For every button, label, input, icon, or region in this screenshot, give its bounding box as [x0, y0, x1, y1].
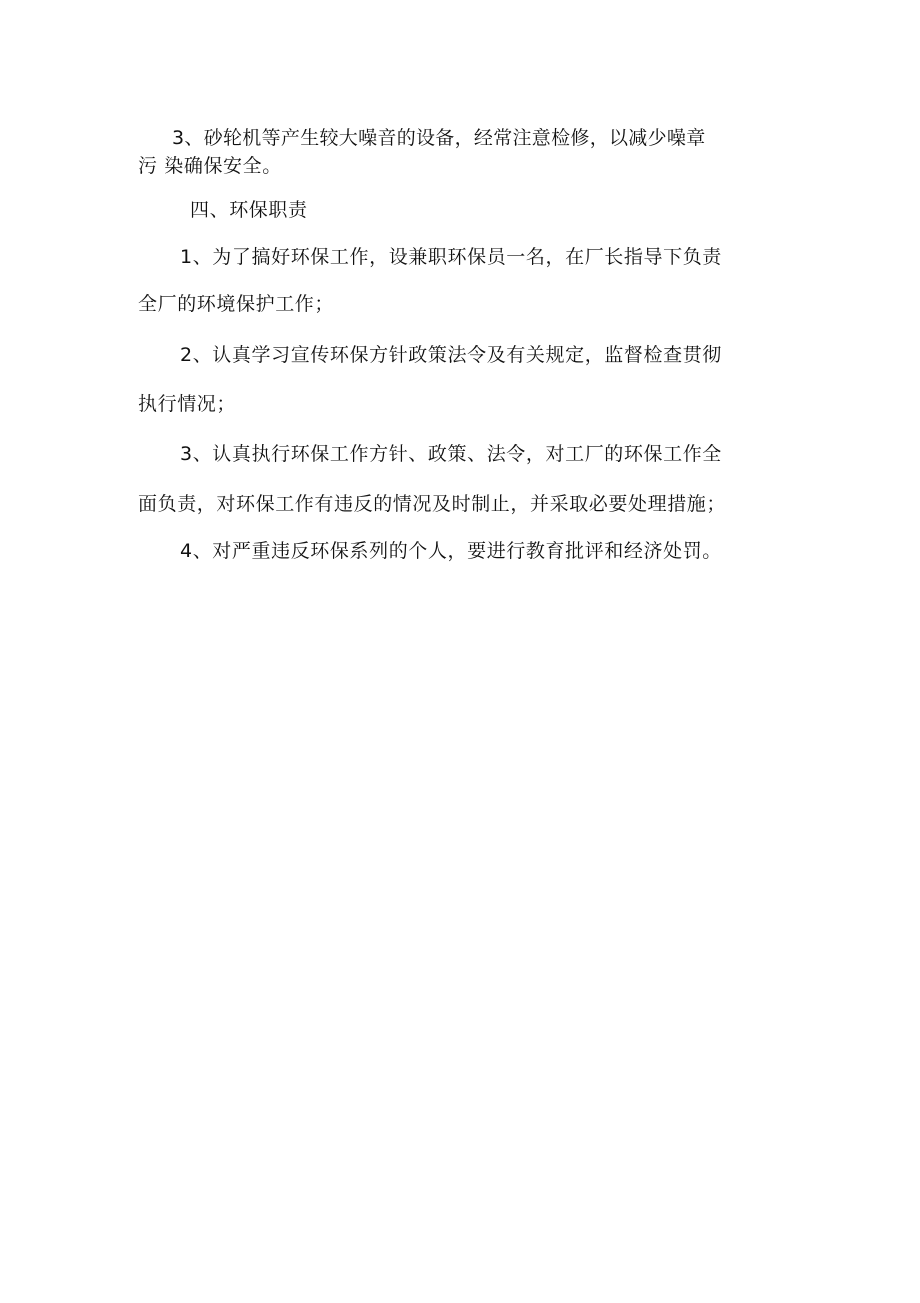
duty-1-line-1: 1、为了搞好环保工作，设兼职环保员一名，在厂长指导下负责	[180, 246, 722, 268]
paragraph-3-line-2: 污 染确保安全。	[138, 155, 282, 177]
duty-4-line-1: 4、对严重违反环保系列的个人，要进行教育批评和经济处罚。	[180, 540, 722, 562]
duty-3-line-2: 面负责，对环保工作有违反的情况及时制止，并采取必要处理措施；	[138, 493, 727, 515]
duty-3-line-1: 3、认真执行环保工作方针、政策、法令，对工厂的环保工作全	[180, 443, 722, 465]
paragraph-3-line-1: 3、砂轮机等产生较大噪音的设备，经常注意检修，以减少噪章	[172, 127, 706, 149]
duty-1-line-2: 全厂的环境保护工作；	[138, 293, 335, 315]
duty-2-line-2: 执行情况；	[138, 393, 237, 415]
section-heading-4: 四、环保职责	[190, 199, 308, 221]
duty-2-line-1: 2、认真学习宣传环保方针政策法令及有关规定，监督检查贯彻	[180, 344, 722, 366]
